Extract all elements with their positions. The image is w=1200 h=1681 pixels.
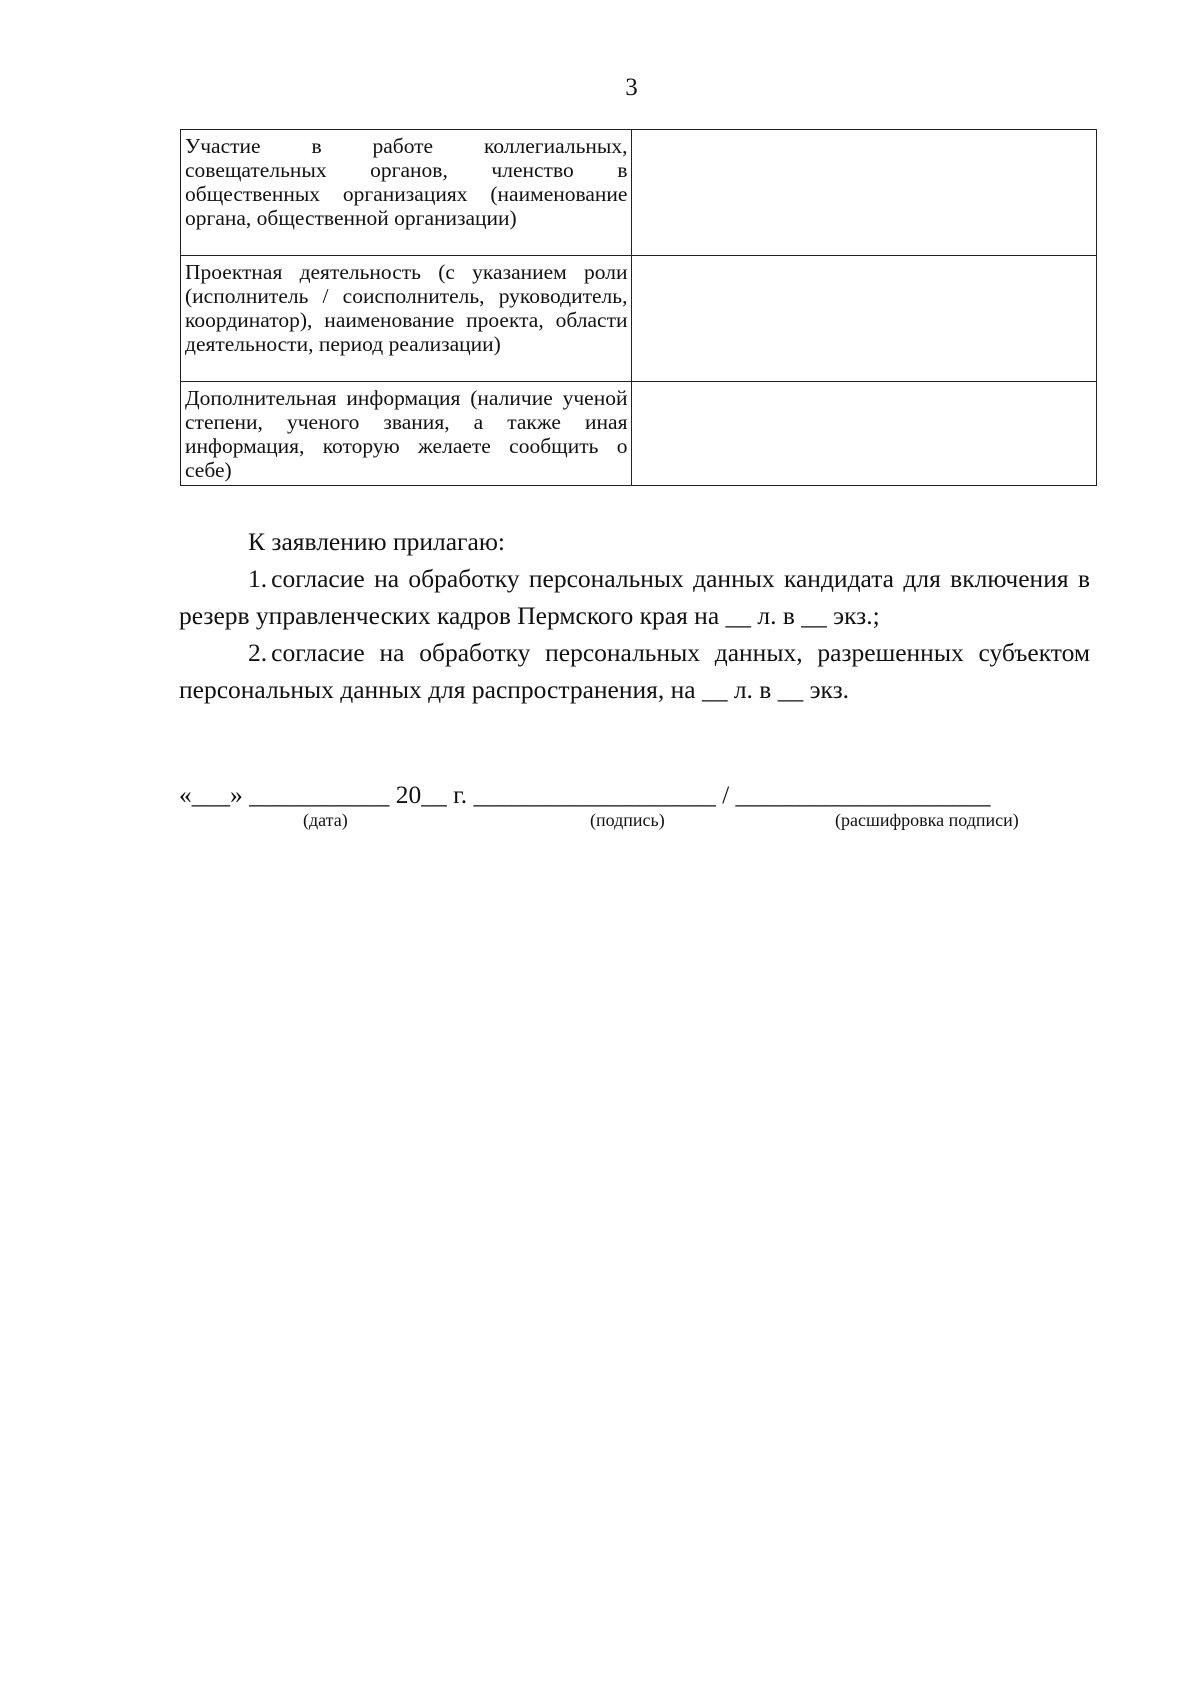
table-row — [181, 256, 1097, 382]
attachment-item-number: 1. — [248, 564, 268, 593]
table-row-label: Участие в работе коллегиальных, совещательных органов, членство в общественных организациях (наименование органа, общественной организации) — [181, 130, 632, 256]
attachment-item-text: согласие на обработку персональных данных кандидата для включения в резерв управленческих кадров Пермского края на __ л. в __ экз.; — [179, 564, 1090, 630]
table-row — [181, 130, 1097, 256]
table-row-value-field[interactable] — [632, 256, 1097, 382]
attachments-heading: К заявлению прилагаю: — [248, 527, 505, 556]
attachments-section — [179, 523, 1090, 708]
attachment-item-number: 2. — [248, 638, 268, 667]
table-row — [181, 382, 1097, 486]
page-number: 3 — [625, 74, 638, 101]
table-row-label: Дополнительная информация (наличие ученой степени, ученого звания, а также иная информация, которую желаете сообщить о себе) — [181, 382, 632, 486]
signature-decoding-caption: (расшифровка подписи) — [835, 810, 1019, 830]
attachment-item — [179, 560, 1090, 634]
signature-caption: (подпись) — [590, 810, 665, 830]
signature-line: «___» ___________ 20__ г. ___________________ / ____________________ — [179, 780, 991, 809]
attachment-item-text: согласие на обработку персональных данных, разрешенных субъектом персональных данных для распространения, на __ л. в __ экз. — [179, 638, 1090, 704]
table-row-value-field[interactable] — [632, 382, 1097, 486]
table-row-value-field[interactable] — [632, 130, 1097, 256]
table-row-label: Проектная деятельность (с указанием роли (исполнитель / соисполнитель, руководитель, координатор), наименование проекта, области деятельности, период реализации) — [181, 256, 632, 382]
attachment-item — [179, 634, 1090, 708]
questionnaire-table — [180, 129, 1097, 486]
date-caption: (дата) — [303, 810, 348, 830]
